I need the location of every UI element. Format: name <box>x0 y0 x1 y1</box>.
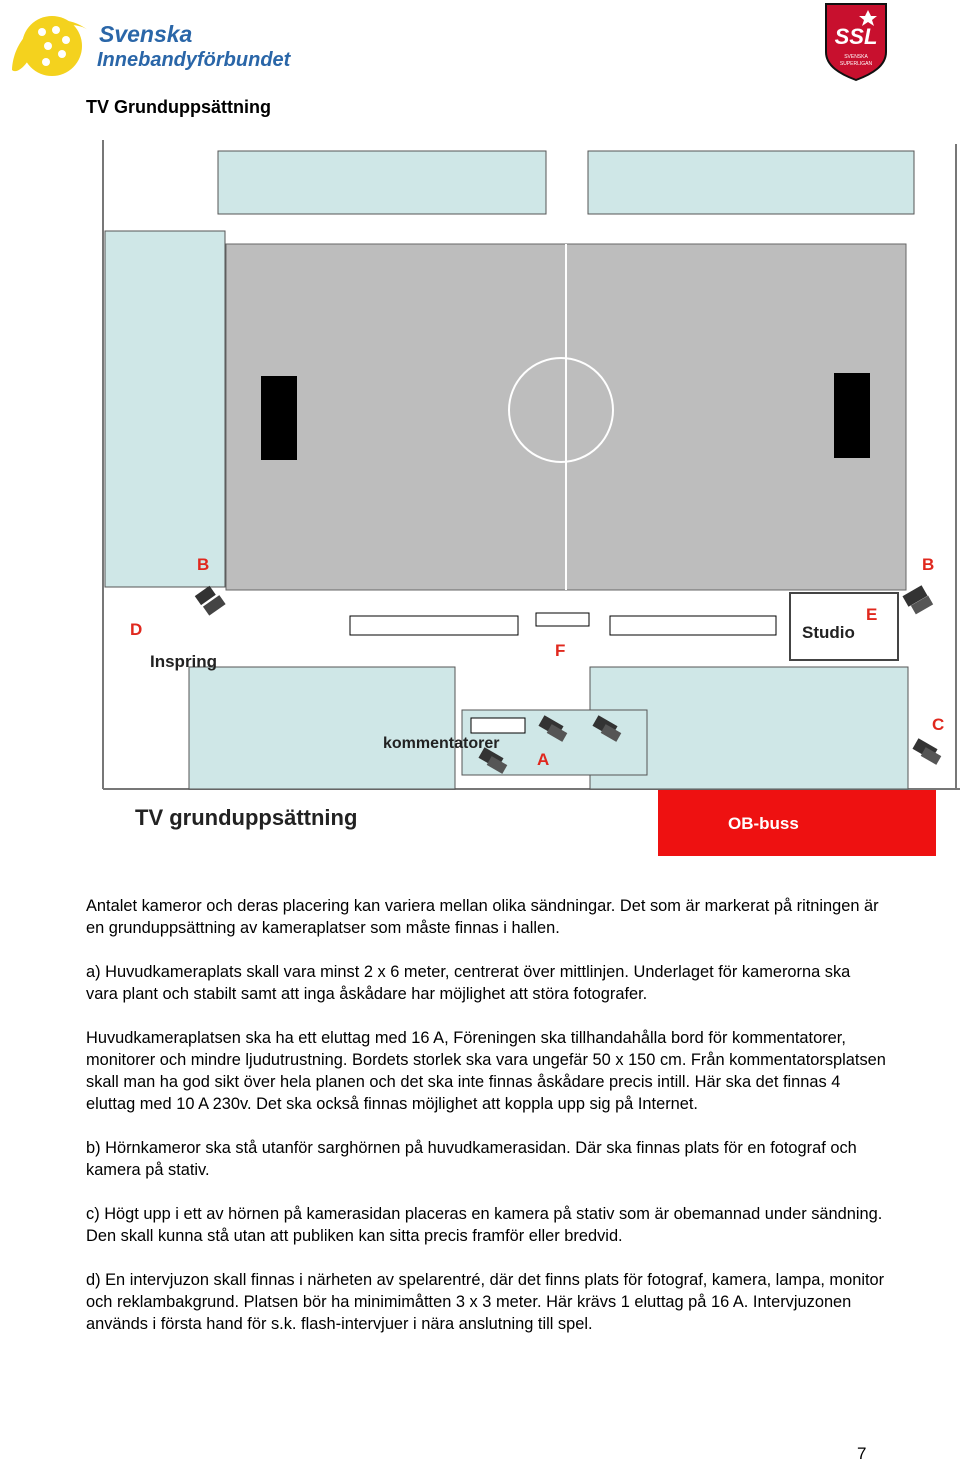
paragraph-a: a) Huvudkameraplats skall vara minst 2 x 6 meter, centrerat över mittlinjen. Underlaget för kamerorna ska vara plant och stabilt samt att inga åskådare har möjlighet att störa fotografer. <box>86 963 851 1003</box>
camera-icon <box>195 586 226 616</box>
paragraph-c: c) Högt upp i ett av hörnen på kamerasidan placeras en kamera på stativ som är obemannad under sändning. Den skall kunna stå utan att publiken kan sitta precis framför eller bredvid. <box>86 1205 883 1245</box>
goal-left <box>261 376 297 460</box>
svenska-innebandyforbundet-logo <box>4 10 304 80</box>
label-f: F <box>555 641 566 660</box>
paragraph-b: b) Hörnkameror ska stå utanför sarghörnen på huvudkamerasidan. Där ska finnas plats för en fotograf och kamera på stativ. <box>86 1139 857 1179</box>
label-kommentatorer: kommentatorer <box>383 735 500 752</box>
ssl-sub2: SUPERLIGAN <box>839 61 873 67</box>
ssl-text: SSL <box>834 24 878 49</box>
label-d: D <box>130 620 143 639</box>
bench-right <box>610 616 776 635</box>
commentator-table <box>471 718 525 733</box>
page-title: TV Grunduppsättning <box>86 97 271 117</box>
label-inspring: Inspring <box>150 652 218 671</box>
secretariat-table <box>536 613 589 626</box>
paragraph-d: d) En intervjuzon skall finnas i närheten av spelarentré, där det finns plats för fotograf, kamera, lampa, monitor och reklambakgrund. Platsen bör ha minimimåtten 3 x 3 meter. Här krävs 1 eluttag på 16 A. Intervjuzonen används i första hand för s.k. flash-intervjuer i nära anslutning till spel. <box>86 1271 885 1333</box>
camera-icon <box>902 585 933 614</box>
ssl-sub1: SVENSKA <box>844 54 868 60</box>
ssl-logo <box>822 0 890 82</box>
stand-bottom-left <box>189 667 455 789</box>
logo-line2: Innebandyförbundet <box>97 49 291 71</box>
tv-setup-diagram <box>100 138 960 860</box>
paragraph-a-details: Huvudkameraplatsen ska ha ett eluttag med 16 A, Föreningen ska tillhandahålla bord för kommentatorer, monitorer och mindre ljudutrustning. Bordets storlek ska vara ungefär 50 x 150 cm. Från kommentatorsplatsen skall man ha god sikt över hela planen och det ska inte finnas åskådare precis intill. Här ska det finnas 4 eluttag med 10 A 230v. Det ska också finnas möjlighet att koppla upp sig på Internet. <box>86 1029 886 1113</box>
stand-top-right <box>588 151 914 214</box>
camera-icon <box>912 738 941 765</box>
page-number: 7 <box>857 1444 867 1463</box>
paragraph-intro: Antalet kameror och deras placering kan variera mellan olika sändningar. Det som är markerat på ritningen är en grunduppsättning av kameraplatser som måste finnas i hallen. <box>86 897 879 937</box>
label-e: E <box>866 605 878 624</box>
goal-right <box>834 373 870 458</box>
label-studio: Studio <box>802 623 855 642</box>
label-b-right: B <box>922 555 935 574</box>
body-text <box>86 895 886 1357</box>
label-ob-buss: OB-buss <box>728 814 799 833</box>
label-b-left: B <box>197 555 210 574</box>
label-c: C <box>932 715 945 734</box>
logo-line1: Svenska <box>99 21 193 47</box>
bench-left <box>350 616 518 635</box>
diagram-title: TV grunduppsättning <box>135 805 358 830</box>
stand-left <box>105 231 225 587</box>
label-a: A <box>537 750 550 769</box>
stand-top-left <box>218 151 546 214</box>
